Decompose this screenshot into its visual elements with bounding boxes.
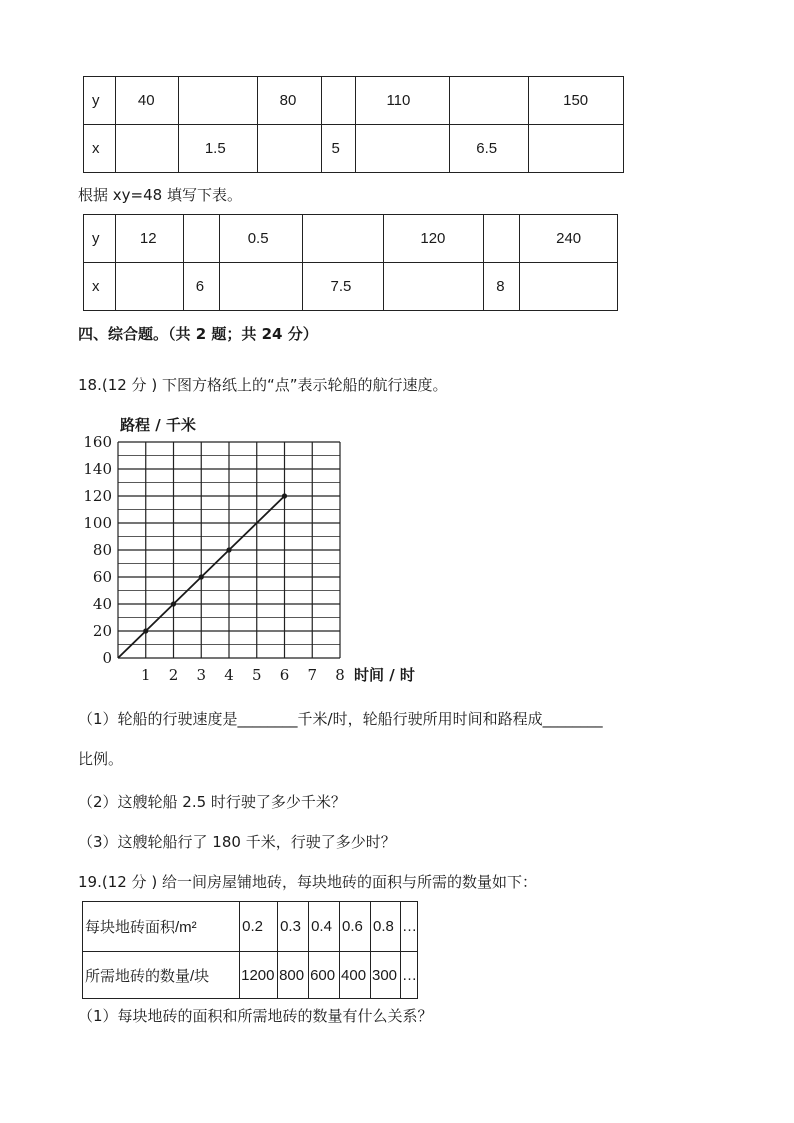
table-cell: … [400, 952, 417, 999]
table-row-x [84, 125, 624, 173]
table-cell: 150 [529, 77, 624, 125]
table-cell: 0.8 [371, 902, 401, 952]
table-cell: 每块地砖面积/m² [83, 902, 240, 952]
table-cell [356, 125, 450, 173]
x-tick-label: 7 [307, 666, 318, 684]
table-cell [183, 215, 219, 263]
data-point [143, 628, 148, 633]
table-cell: 400 [340, 952, 371, 999]
question-18-sub1-cont: 比例。 [78, 750, 124, 768]
y-tick-label: 0 [102, 649, 112, 667]
x-tick-label: 4 [224, 666, 234, 684]
table-row-y [84, 77, 624, 125]
table-cell: 7.5 [302, 263, 384, 311]
table-row [83, 902, 418, 952]
table-cell [520, 263, 618, 311]
question-18-prompt: 18.(12 分 ) 下图方格纸上的“点”表示轮船的航行速度。 [78, 376, 448, 394]
y-tick-label: 80 [92, 541, 112, 559]
x-tick-label: 6 [279, 666, 290, 684]
question-19-sub1: （1）每块地砖的面积和所需地砖的数量有什么关系？ [78, 1007, 433, 1025]
x-axis-label: 时间 / 时 [354, 666, 415, 684]
tile-table [82, 901, 418, 999]
y-tick-label: 20 [92, 622, 112, 640]
table-cell: y [84, 215, 116, 263]
table-cell [484, 215, 520, 263]
x-tick-label: 8 [335, 666, 345, 684]
table-cell: 110 [356, 77, 450, 125]
table-cell: 120 [384, 215, 484, 263]
data-point [226, 547, 231, 552]
table-cell: … [400, 902, 417, 952]
table-cell: x [84, 263, 116, 311]
table-cell [178, 77, 257, 125]
table-cell: 300 [371, 952, 401, 999]
table-cell: 40 [115, 77, 178, 125]
table-cell [384, 263, 484, 311]
table-cell: 6.5 [450, 125, 529, 173]
table-cell [115, 125, 178, 173]
table-cell: y [84, 77, 116, 125]
chart-series [118, 493, 287, 658]
table-cell: 所需地砖的数量/块 [83, 952, 240, 999]
data-point [171, 601, 176, 606]
table-cell: 240 [520, 215, 618, 263]
table-cell [529, 125, 624, 173]
y-tick-label: 60 [92, 568, 112, 586]
question-18-sub3: （3）这艘轮船行了 180 千米，行驶了多少时？ [78, 833, 396, 851]
table-cell: 1.5 [178, 125, 257, 173]
table-cell: 600 [309, 952, 340, 999]
table-cell [450, 77, 529, 125]
question-19-prompt: 19.(12 分 ) 给一间房屋铺地砖，每块地砖的面积与所需的数量如下： [78, 873, 537, 891]
y-tick-label: 160 [83, 433, 112, 451]
x-tick-label: 1 [140, 666, 151, 684]
x-tick-label: 3 [196, 666, 207, 684]
table-y-x-1 [83, 76, 624, 173]
table-cell: 6 [183, 263, 219, 311]
table-cell: 0.6 [340, 902, 371, 952]
y-tick-label: 40 [92, 595, 112, 613]
table-cell: 1200 [240, 952, 278, 999]
x-tick-label: 5 [251, 666, 262, 684]
table-cell: 5 [321, 125, 356, 173]
y-tick-label: 120 [83, 487, 112, 505]
table-row [83, 952, 418, 999]
table-cell: 80 [257, 77, 321, 125]
data-point [282, 493, 287, 498]
x-tick-label: 2 [168, 666, 179, 684]
section-heading: 四、综合题。（共 2 题；共 24 分） [78, 325, 318, 343]
table-cell [302, 215, 384, 263]
y-tick-label: 140 [83, 460, 112, 478]
table-row-x [84, 263, 618, 311]
instruction-text: 根据 xy=48 填写下表。 [78, 186, 242, 204]
table-cell: 0.2 [240, 902, 278, 952]
data-point [199, 574, 204, 579]
table-row-y [84, 215, 618, 263]
table-cell [219, 263, 302, 311]
y-tick-label: 100 [83, 514, 112, 532]
table-y-x-2 [83, 214, 618, 311]
question-18-sub1: （1）轮船的行驶速度是________千米/时，轮船行驶所用时间和路程成________ [78, 710, 603, 728]
table-cell: 800 [278, 952, 309, 999]
table-cell [257, 125, 321, 173]
y-axis-label: 路程 / 千米 [120, 416, 196, 434]
table-cell: 12 [115, 215, 183, 263]
table-cell [321, 77, 356, 125]
table-cell: x [84, 125, 116, 173]
table-cell: 0.3 [278, 902, 309, 952]
distance-time-chart [76, 408, 436, 692]
table-cell: 8 [484, 263, 520, 311]
table-cell: 0.5 [219, 215, 302, 263]
table-cell: 0.4 [309, 902, 340, 952]
table-cell [115, 263, 183, 311]
question-18-sub2: （2）这艘轮船 2.5 时行驶了多少千米？ [78, 793, 346, 811]
